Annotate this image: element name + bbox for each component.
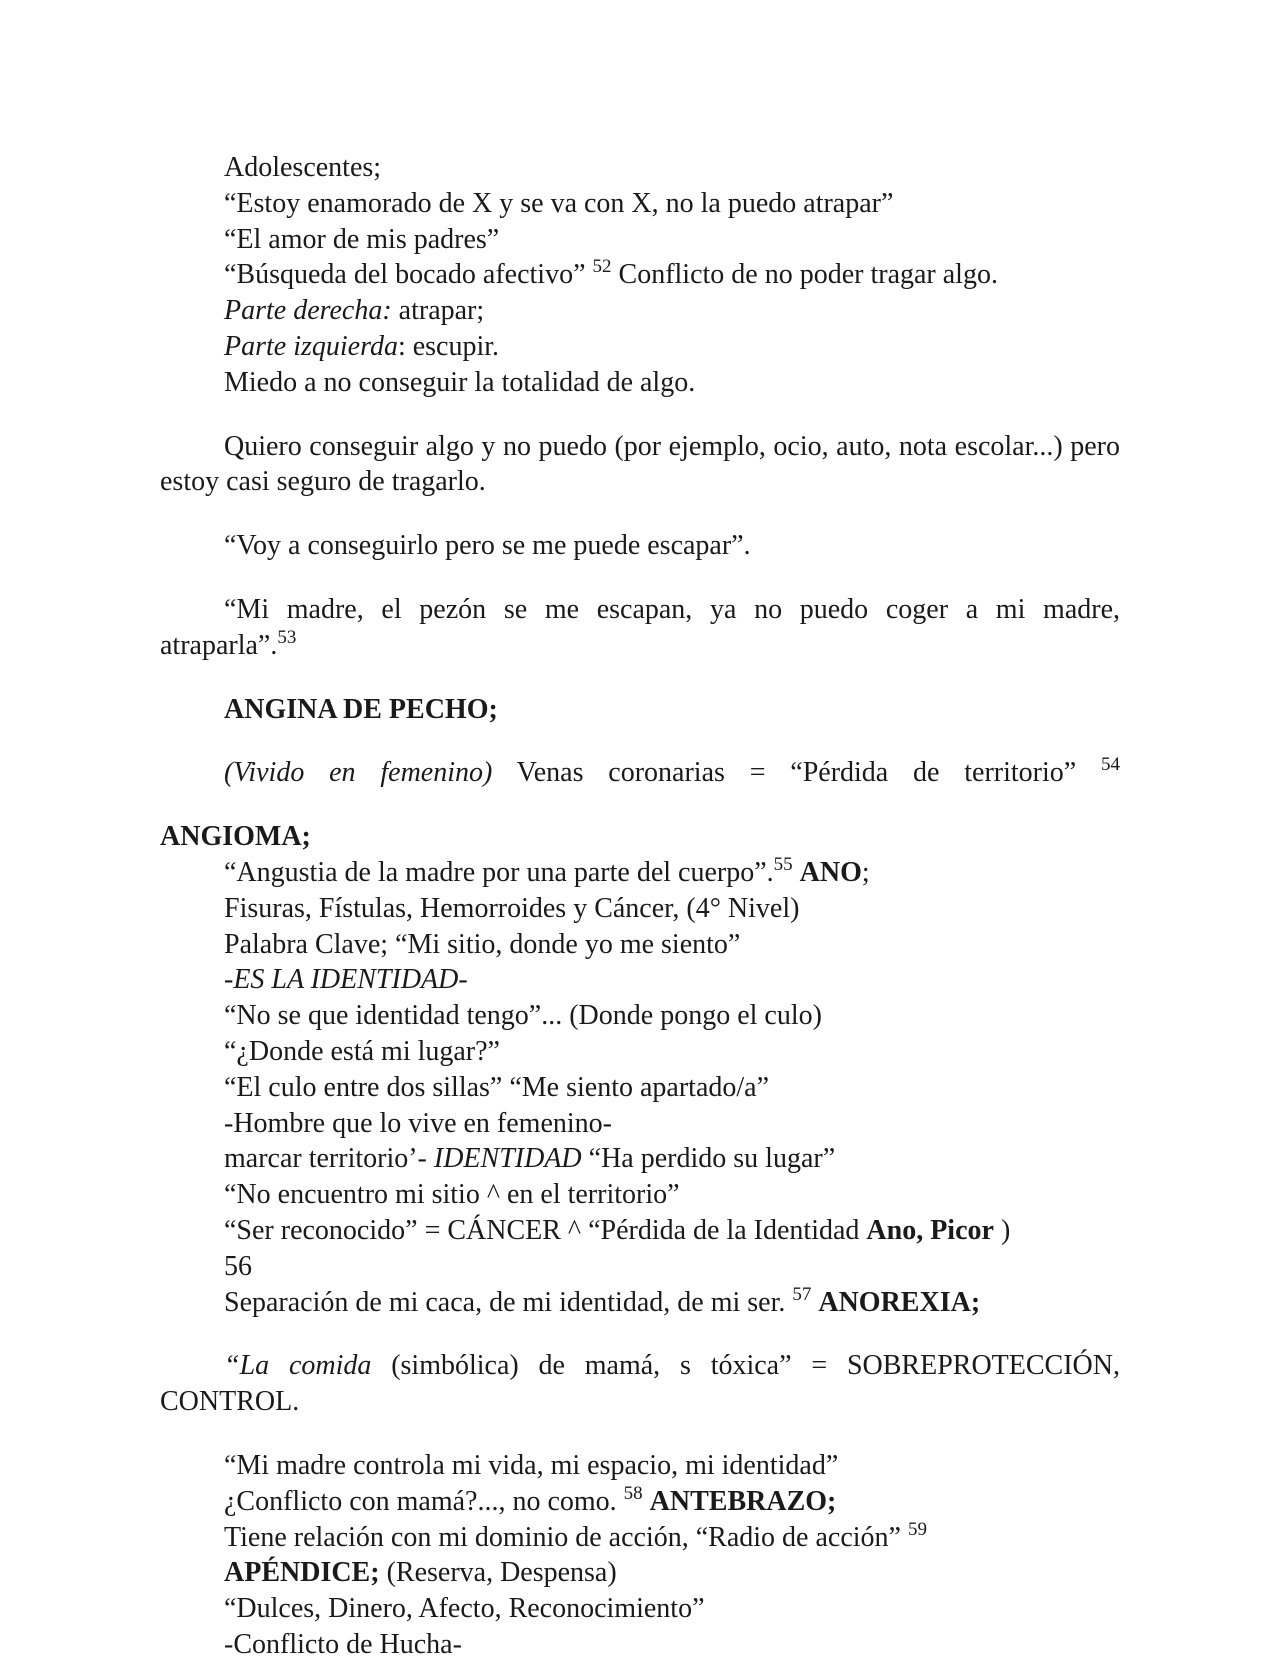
quote-line: “No se que identidad tengo”... (Donde pongo el culo): [224, 1000, 822, 1032]
text-line: -Conflicto de Hucha-: [224, 1628, 462, 1660]
text-fragment: Separación de mi caca, de mi identidad, de mi ser.: [224, 1286, 793, 1318]
text-line: [160, 962, 1120, 998]
text-line: Adolescentes;: [224, 152, 382, 183]
quote-line: “Estoy enamorado de X y se va con X, no la puedo atrapar”: [224, 187, 894, 219]
section-heading: [160, 819, 1120, 855]
text-fragment: (Reserva, Despensa): [379, 1557, 617, 1589]
text-fragment: atrapar;: [391, 295, 485, 327]
text-line: -Hombre que lo vive en femenino-: [224, 1107, 612, 1139]
text-line: Fisuras, Fístulas, Hemorroides y Cáncer, (4° Nivel): [224, 892, 800, 924]
text-fragment: ¿Conflicto con mamá?..., no como.: [224, 1485, 624, 1517]
paragraph: [160, 755, 1120, 791]
text-fragment: Tiene relación con mi dominio de acción, “Radio de acción”: [224, 1521, 908, 1553]
text-line: [160, 1555, 1120, 1591]
text-fragment: “Ha perdido su lugar”: [581, 1143, 836, 1175]
footnote-marker: 53: [277, 626, 297, 648]
text-line: Miedo a no conseguir la totalidad de algo.: [224, 366, 696, 398]
text-fragment: ;: [861, 856, 870, 888]
quote-line: “El culo entre dos sillas” “Me siento apartado/a”: [224, 1071, 770, 1103]
italic-label: Parte izquierda: [224, 330, 398, 362]
footnote-marker: 55: [773, 853, 793, 875]
footnote-marker: 59: [907, 1518, 927, 1540]
text-line: [160, 257, 1120, 293]
footnote-marker: 52: [592, 256, 612, 278]
text-fragment: Conflicto de no poder tragar algo.: [611, 259, 998, 291]
text-fragment: Venas coronarias = “Pérdida de territorio”: [492, 757, 1077, 789]
quote-line: “El amor de mis padres”: [224, 223, 500, 255]
footnote-marker: 58: [623, 1482, 643, 1504]
heading-text: ANO: [799, 856, 862, 888]
heading-text: ANGINA DE PECHO;: [224, 693, 498, 725]
italic-text: La comida: [239, 1350, 372, 1382]
section-heading: [160, 692, 1120, 728]
document-page: [160, 150, 1120, 1663]
italic-label: (Vivido en femenino): [224, 757, 493, 789]
text-line: [160, 1520, 1120, 1556]
text-fragment: marcar territorio’-: [224, 1143, 434, 1175]
quote-line: “No encuentro mi sitio ^ en el territorio”: [224, 1179, 680, 1211]
footnote-marker: 57: [792, 1283, 812, 1305]
heading-text: ANTEBRAZO;: [649, 1485, 837, 1517]
text-line: [160, 1285, 1120, 1321]
paragraph: Quiero conseguir algo y no puedo (por ejemplo, ocio, auto, nota escolar...) pero estoy casi seguro de tragarlo.: [160, 430, 1120, 498]
paragraph: [160, 1348, 1120, 1420]
text-fragment: “Ser reconocido” = CÁNCER ^ “Pérdida de la Identidad: [224, 1214, 867, 1246]
quote-line: “Mi madre controla mi vida, mi espacio, mi identidad”: [224, 1449, 839, 1481]
quote-text: “Angustia de la madre por una parte del cuerpo”.: [224, 856, 774, 888]
bold-text: Ano, Picor: [866, 1214, 994, 1246]
quote-text: “Mi madre, el pezón se me escapan, ya no puedo coger a mi madre, atraparla”.: [160, 593, 1120, 661]
quote-line: “Dulces, Dinero, Afecto, Reconocimiento”: [224, 1593, 705, 1625]
quote-line: “¿Donde está mi lugar?”: [224, 1035, 500, 1067]
quote-text: “Búsqueda del bocado afectivo”: [224, 259, 586, 291]
text-line: [160, 1213, 1120, 1249]
text-fragment: : escupir.: [397, 330, 500, 362]
italic-text: -ES LA IDENTIDAD-: [224, 964, 468, 996]
text-line: Palabra Clave; “Mi sitio, donde yo me siento”: [224, 928, 741, 960]
footnote-number: 56: [224, 1250, 252, 1282]
heading-text: ANGIOMA;: [160, 821, 311, 853]
footnote-marker: 54: [1101, 754, 1120, 776]
text-line: [160, 1141, 1120, 1177]
text-line: [160, 855, 1120, 891]
paragraph: [160, 592, 1120, 664]
italic-text: “: [224, 1350, 240, 1382]
heading-text: APÉNDICE;: [224, 1557, 380, 1589]
text-line: [160, 1484, 1120, 1520]
italic-label: Parte derecha:: [224, 295, 392, 327]
italic-text: IDENTIDAD: [433, 1143, 582, 1175]
text-line: [160, 329, 1120, 365]
quote-line: “Voy a conseguirlo pero se me puede escapar”.: [224, 530, 751, 562]
text-fragment: ): [993, 1214, 1011, 1246]
heading-text: ANOREXIA;: [818, 1286, 981, 1318]
text-line: [160, 293, 1120, 329]
text-fragment: (simbólica) de mamá, s tóxica” = SOBREPROTECCIÓN, CONTROL.: [160, 1350, 1120, 1418]
